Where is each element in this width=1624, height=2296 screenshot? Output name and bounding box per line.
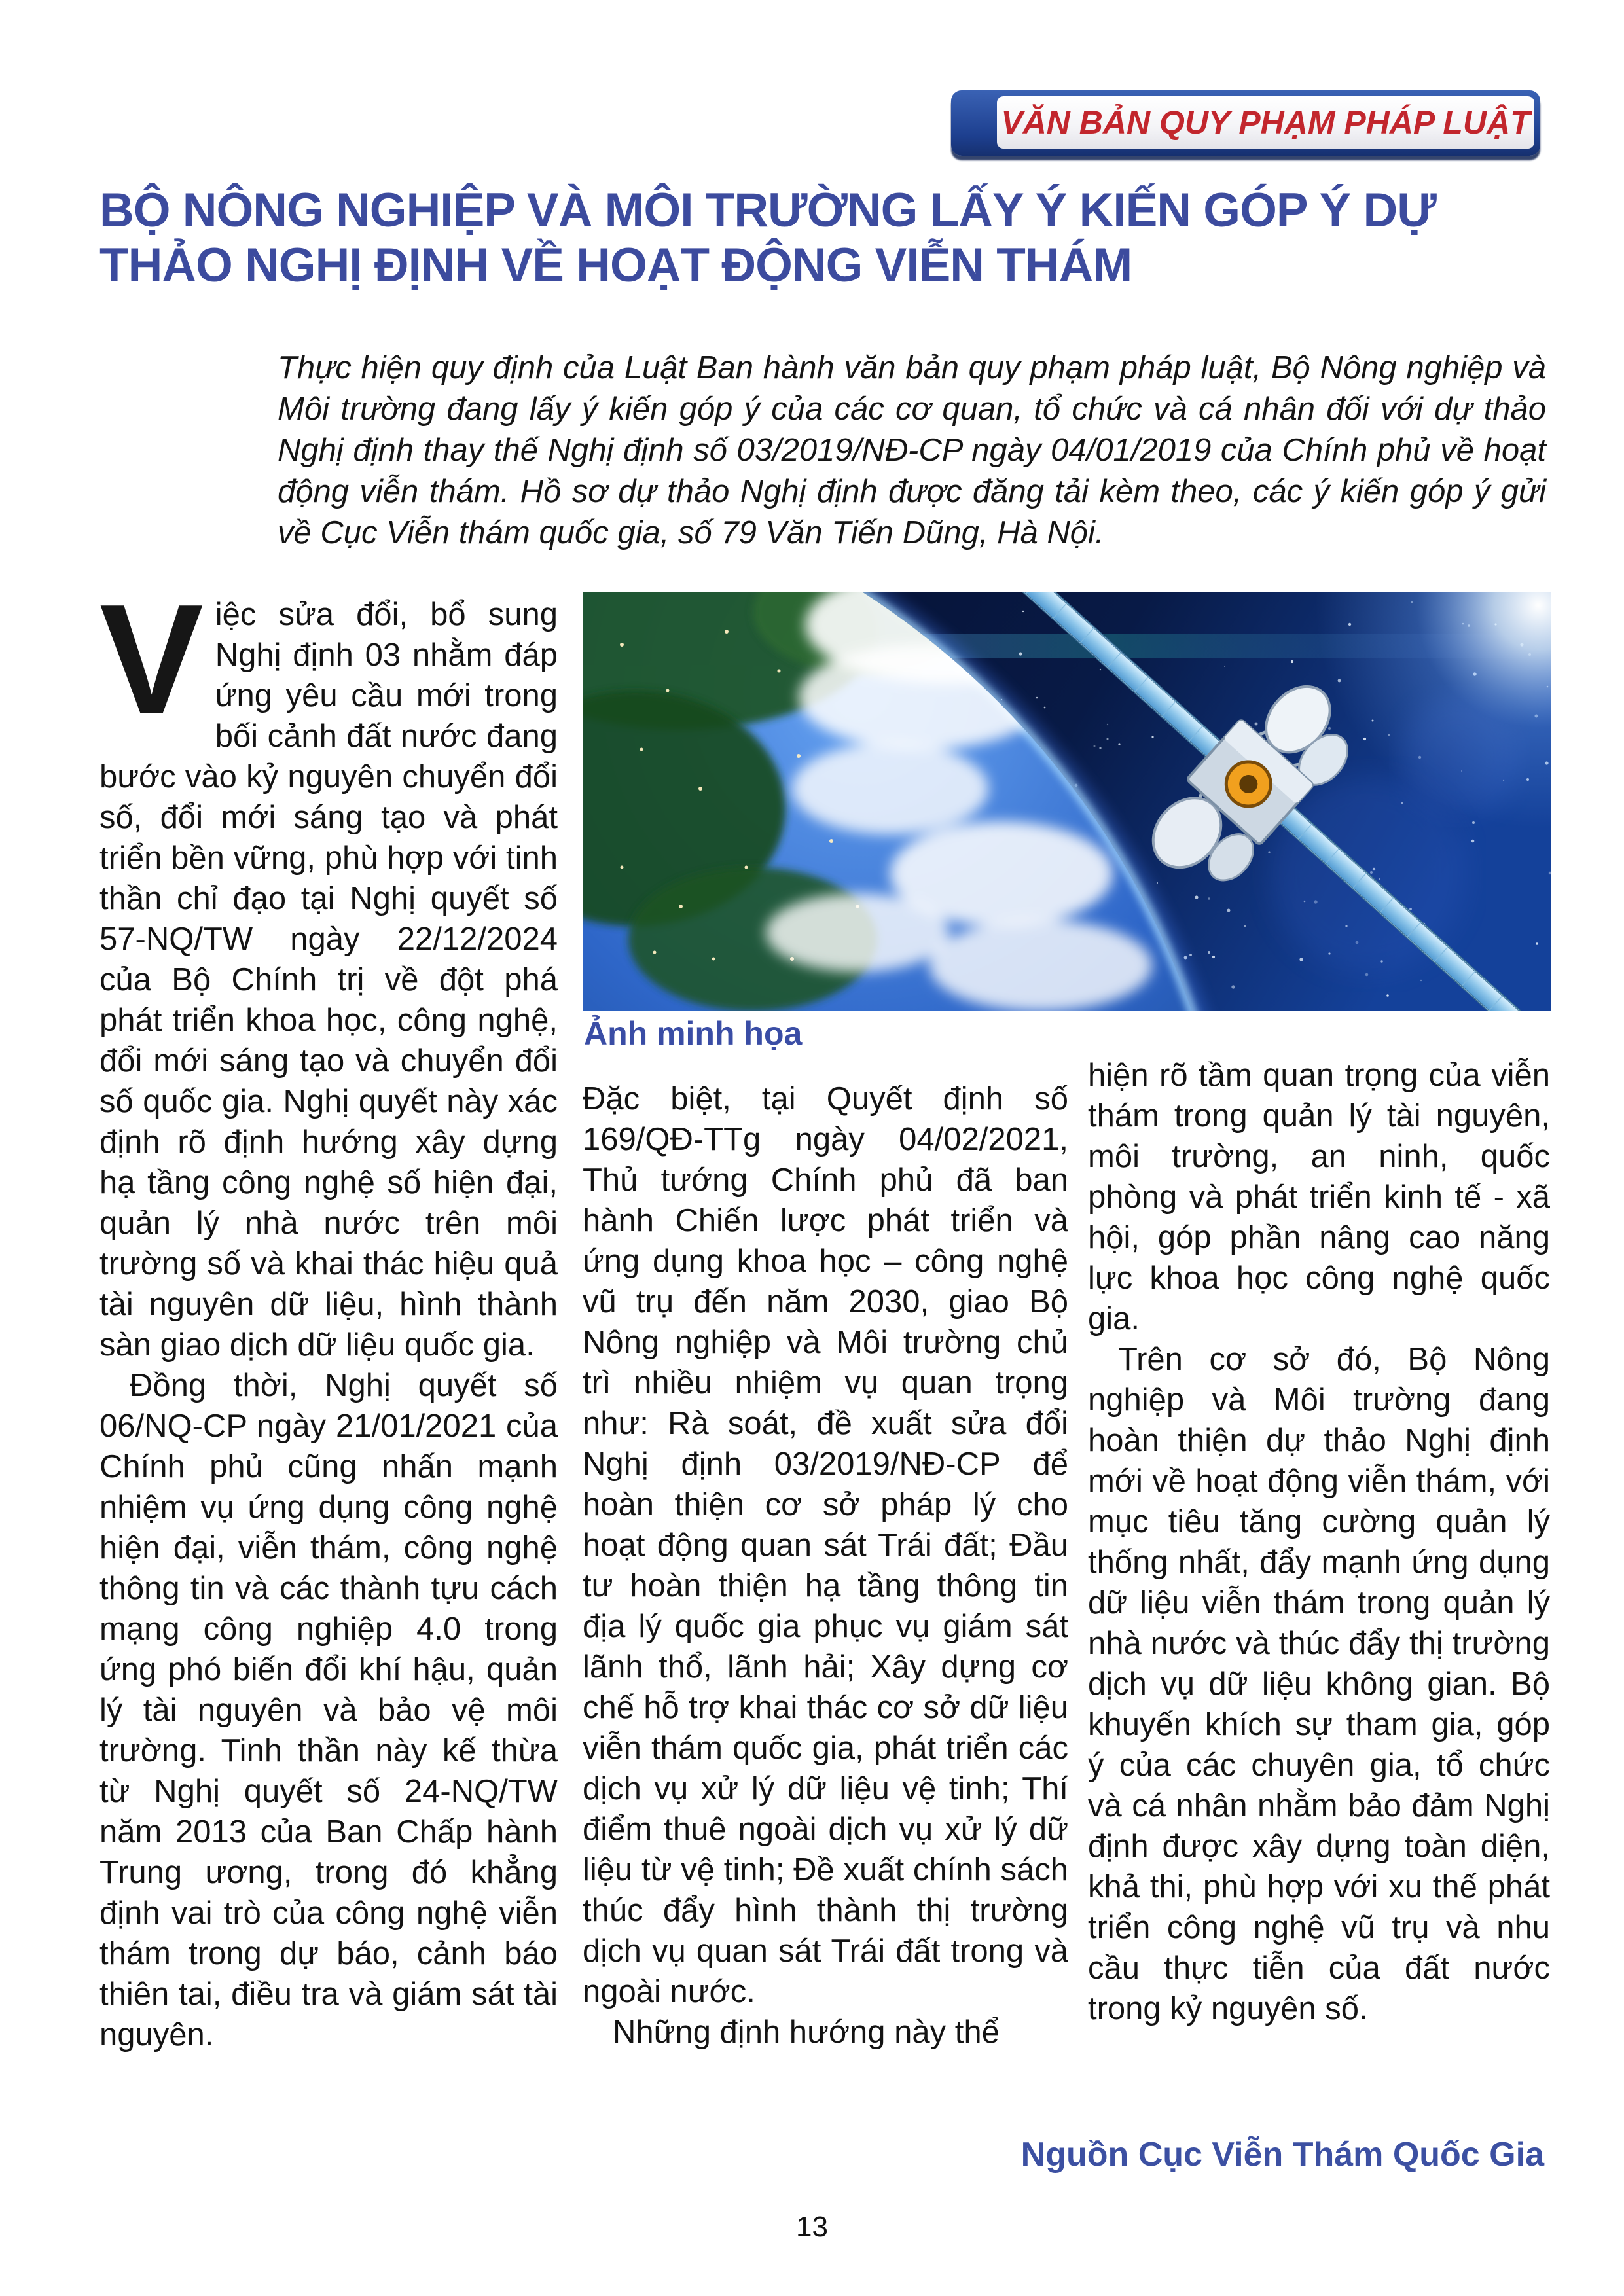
photo-caption: Ảnh minh họa xyxy=(584,1015,803,1052)
paragraph: hiện rõ tầm quan trọng của viễn thám trong quản lý tài nguyên, môi trường, an ninh, quốc phòng và phát triển kinh tế - xã hội, góp phần nâng cao năng lực khoa học công nghệ quốc gia. xyxy=(1088,1058,1550,1336)
paragraph: Đặc biệt, tại Quyết định số 169/QĐ-TTg ngày 04/02/2021, Thủ tướng Chính phủ đã ban hành Chiến lược phát triển và ứng dụng khoa học – công nghệ vũ trụ đến năm 2030, giao Bộ Nông nghiệp và Môi trường chủ trì nhiều nhiệm vụ quan trọng như: Rà soát, đề xuất sửa đổi Nghị định 03/2019/NĐ-CP để hoàn thiện cơ sở pháp lý cho hoạt động quan sát Trái đất; Đầu tư hoàn thiện hạ tầng thông tin địa lý quốc gia phục vụ giám sát lãnh thổ, lãnh hải; Xây dựng cơ chế hỗ trợ khai thác cơ sở dữ liệu viễn thám quốc gia, phát triển các dịch vụ xử lý dữ liệu vệ tinh; Thí điểm thuê ngoài dịch vụ xử lý dữ liệu từ vệ tinh; Đề xuất chính sách thúc đẩy hình thành thị trường dịch vụ quan sát Trái đất trong và ngoài nước. xyxy=(583,1081,1068,2009)
body-column-1 xyxy=(99,573,558,2055)
section-badge xyxy=(951,90,1540,156)
paragraph xyxy=(99,573,558,1365)
paragraph-text: iệc sửa đổi, bổ sung Nghị định 03 nhằm đáp ứng yêu cầu mới trong bối cảnh đất nước đang bước vào kỷ nguyên chuyển đổi số, đổi mới sáng tạo và phát triển bền vững, phù hợp với tinh thần chỉ đạo tại Nghị quyết số 57-NQ/TW ngày 22/12/2024 của Bộ Chính trị về đột phá phát triển khoa học, công nghệ, đổi mới sáng tạo và chuyển đổi số quốc gia. Nghị quyết này xác định rõ định hướng xây dựng hạ tầng công nghệ số hiện đại, quản lý nhà nước trên môi trường số và khai thác hiệu quả tài nguyên dữ liệu, hình thành sàn giao dịch dữ liệu quốc gia. xyxy=(99,597,558,1363)
paragraph: Những định hướng này thể xyxy=(613,2015,1000,2050)
article-lead: Thực hiện quy định của Luật Ban hành văn bản quy phạm pháp luật, Bộ Nông nghiệp và Môi trường đang lấy ý kiến góp ý của các cơ quan, tổ chức và cá nhân đối với dự thảo Nghị định thay thế Nghị định số 03/2019/NĐ-CP ngày 04/01/2019 của Chính phủ về hoạt động viễn thám. Hồ sơ dự thảo Nghị định được đăng tải kèm theo, các ý kiến góp ý gửi về Cục Viễn thám quốc gia, số 79 Văn Tiến Dũng, Hà Nội. xyxy=(278,350,1546,550)
satellite-earth-illustration xyxy=(583,592,1551,1011)
body-column-3 xyxy=(1088,1055,1550,2029)
page-number: 13 xyxy=(796,2211,828,2243)
drop-cap: V xyxy=(99,573,204,746)
article-title xyxy=(99,183,1579,293)
paragraph: Đồng thời, Nghị quyết số 06/NQ-CP ngày 21/01/2021 của Chính phủ cũng nhấn mạnh nhiệm vụ ứng dụng công nghệ hiện đại, viễn thám, công nghệ thông tin và các thành tựu cách mạng công nghiệp 4.0 trong ứng phó biến đổi khí hậu, quản lý tài nguyên và bảo vệ môi trường. Tinh thần này kế thừa từ Nghị quyết số 24-NQ/TW năm 2013 của Ban Chấp hành Trung ương, trong đó khẳng định vai trò của công nghệ viễn thám trong dự báo, cảnh báo thiên tai, điều tra và giám sát tài nguyên. xyxy=(99,1368,558,2053)
satellite-earth-photo xyxy=(583,592,1551,1011)
source-credit: Nguồn Cục Viễn Thám Quốc Gia xyxy=(1020,2136,1544,2174)
article-title-line-1: BỘ NÔNG NGHIỆP VÀ MÔI TRƯỜNG LẤY Ý KIẾN GÓP Ý DỰ xyxy=(99,184,1436,237)
section-badge-label: VĂN BẢN QUY PHẠM PHÁP LUẬT xyxy=(1001,104,1530,141)
body-column-2 xyxy=(583,1079,1068,2053)
paragraph: Trên cơ sở đó, Bộ Nông nghiệp và Môi trường đang hoàn thiện dự thảo Nghị định mới về hoạt động viễn thám, với mục tiêu tăng cường quản lý thống nhất, đẩy mạnh ứng dụng dữ liệu viễn thám trong quản lý nhà nước và thúc đẩy thị trường dịch vụ dữ liệu không gian. Bộ khuyến khích sự tham gia, góp ý của các chuyên gia, tổ chức và cá nhân nhằm bảo đảm Nghị định được xây dựng toàn diện, khả thi, phù hợp với xu thế phát triển công nghệ vũ trụ và nhu cầu thực tiễn của đất nước trong kỷ nguyên số. xyxy=(1088,1342,1550,2026)
article-title-line-2: THẢO NGHỊ ĐỊNH VỀ HOẠT ĐỘNG VIỄN THÁM xyxy=(99,239,1132,292)
section-badge-panel xyxy=(997,96,1534,149)
